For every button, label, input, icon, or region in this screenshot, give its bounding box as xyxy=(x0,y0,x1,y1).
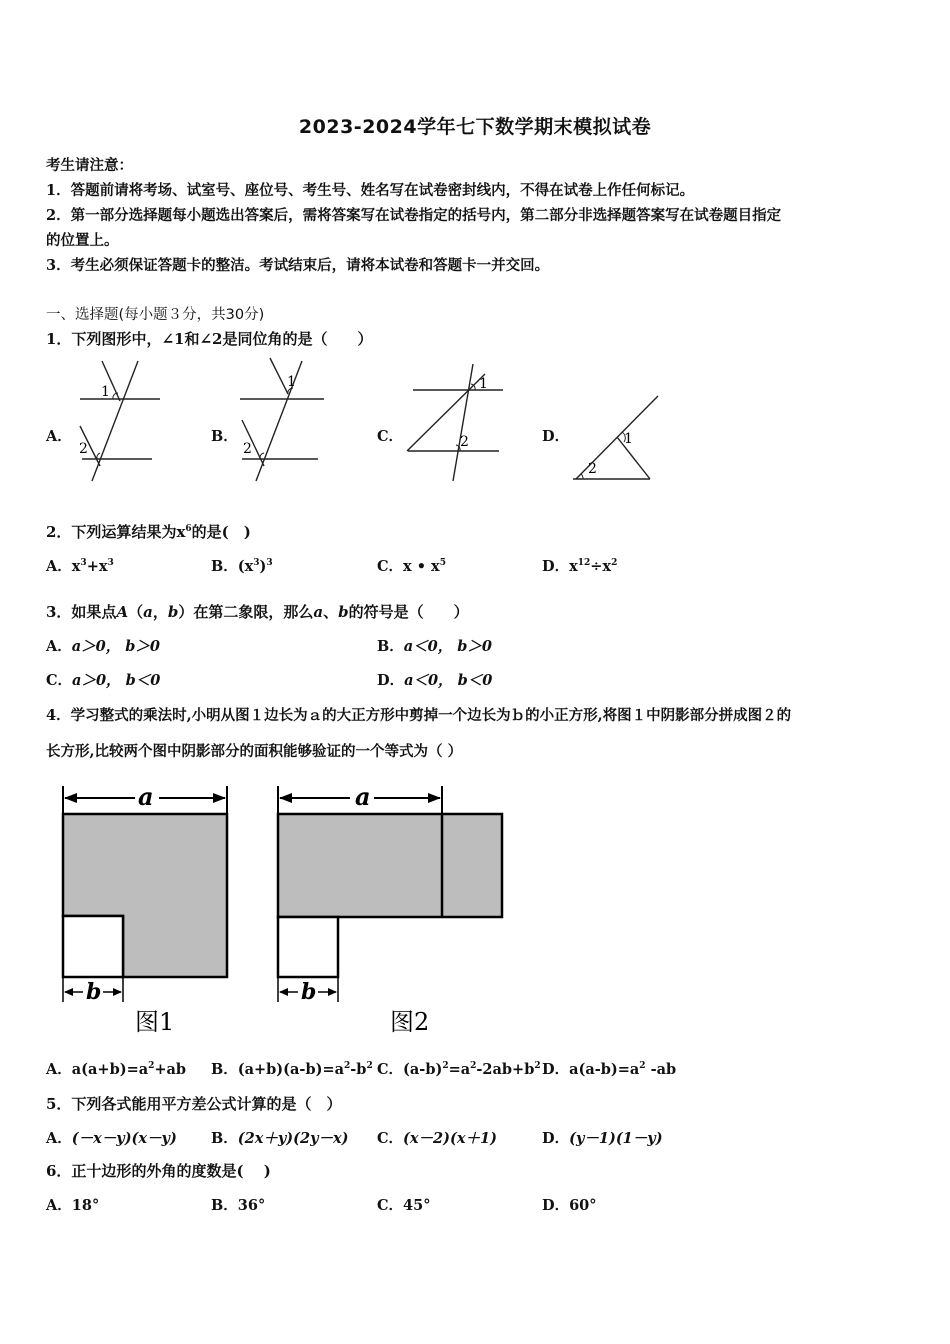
q5-option-d: D．(y－1)(1－y) xyxy=(542,1130,663,1147)
q3-option-d: D．a＜0， b＜0 xyxy=(377,672,493,689)
note-item-1: 1．答题前请将考场、试室号、座位号、考生号、姓名写在试卷密封线内，不得在试卷上作任何标记。 xyxy=(46,182,695,199)
q4-option-d: D．$a(a-b)=a^2$ -ab xyxy=(542,1061,677,1078)
q2-option-b: B．$(x^3)^3$ xyxy=(211,558,273,575)
q3-option-b: B．a＜0， b＞0 xyxy=(377,638,493,655)
q4-option-b: B．$(a+b)(a-b)=a^2-b^2$ xyxy=(211,1061,373,1078)
q4-option-c: C．$(a-b)^2=a^2-2ab+b^2$ xyxy=(377,1061,541,1078)
note-item-2b: 的位置上。 xyxy=(46,232,119,249)
q4-fig1-label-b: b xyxy=(86,979,102,1005)
q1-figure-b xyxy=(236,356,336,486)
q2-option-a: A．$x^3+x^3$ xyxy=(46,558,114,575)
note-item-2a: 2．第一部分选择题每小题选出答案后，需将答案写在试卷指定的括号内，第二部分非选择题答案写在试卷题目指定 xyxy=(46,207,782,224)
q5-option-a: A．(－x－y)(x－y) xyxy=(46,1130,177,1147)
q4-option-a: A．$a(a+b)=a^2+ab$ xyxy=(46,1061,187,1078)
q1-b-angle-2: 2 xyxy=(243,441,252,457)
q1-option-a-label: A． xyxy=(46,428,72,445)
q6-option-a: A．18° xyxy=(46,1197,100,1214)
q5-stem: 5．下列各式能用平方差公式计算的是（ ） xyxy=(46,1095,342,1113)
q2-option-d: D．$x^{12}\div x^2$ xyxy=(542,558,618,575)
q4-fig2-caption: 图2 xyxy=(390,1008,430,1036)
q6-option-b: B．36° xyxy=(211,1197,266,1214)
q6-option-d: D．60° xyxy=(542,1197,597,1214)
q4-stem-line1: 4．学习整式的乘法时,小明从图１边长为ａ的大正方形中剪掉一个边长为ｂ的小正方形,将图１中阴影部分拼成图２的 xyxy=(46,707,792,724)
q5-option-b: B．(2x＋y)(2y－x) xyxy=(211,1130,349,1147)
q1-d-angle-1: 1 xyxy=(624,431,633,447)
q4-fig1-label-a: a xyxy=(138,782,154,811)
q1-c-angle-2: 2 xyxy=(460,434,469,450)
section-heading: 一、选择题(每小题３分，共30分) xyxy=(46,307,265,323)
q3-option-c: C．a＞0， b＜0 xyxy=(46,672,161,689)
q1-option-c-label: C． xyxy=(377,428,404,445)
q2-option-c: C．x • $x^5$ xyxy=(377,558,446,575)
q4-fig2-label-b: b xyxy=(301,979,317,1005)
q1-figure-c xyxy=(403,356,513,486)
notes-heading: 考生请注意： xyxy=(46,157,133,174)
q3-option-a: A．a＞0， b＞0 xyxy=(46,638,161,655)
q4-figure-1 xyxy=(55,780,245,1040)
q3-stem: 3．如果点A（a，b）在第二象限，那么a、b的符号是（ ） xyxy=(46,603,469,621)
q1-option-d-label: D． xyxy=(542,428,570,445)
q1-figure-d xyxy=(568,386,668,486)
note-item-3: 3．考生必须保证答题卡的整洁。考试结束后，请将本试卷和答题卡一并交回。 xyxy=(46,257,550,274)
q2-stem: 2．下列运算结果为$x^6$的是( ) xyxy=(46,523,251,541)
q4-stem-line2: 长方形,比较两个图中阴影部分的面积能够验证的一个等式为（ ） xyxy=(46,743,463,760)
q4-figure-2 xyxy=(270,780,515,1040)
q1-figure-a xyxy=(70,356,170,486)
q1-d-angle-2: 2 xyxy=(588,461,597,477)
q4-fig1-caption: 图1 xyxy=(135,1008,175,1036)
page-title: 2023-2024学年七下数学期末模拟试卷 xyxy=(298,116,652,138)
q6-option-c: C．45° xyxy=(377,1197,431,1214)
q1-a-angle-1: 1 xyxy=(101,384,110,400)
q1-stem: 1．下列图形中，∠1和∠2是同位角的是（ ） xyxy=(46,330,373,348)
q1-b-angle-1: 1 xyxy=(287,374,296,390)
q5-option-c: C．(x－2)(x＋1) xyxy=(377,1130,497,1147)
q1-c-angle-1: 1 xyxy=(479,376,488,392)
q1-a-angle-2: 2 xyxy=(79,441,88,457)
q6-stem: 6．正十边形的外角的度数是( ) xyxy=(46,1162,271,1180)
q4-fig2-label-a: a xyxy=(355,782,371,811)
q1-option-b-label: B． xyxy=(211,428,238,445)
